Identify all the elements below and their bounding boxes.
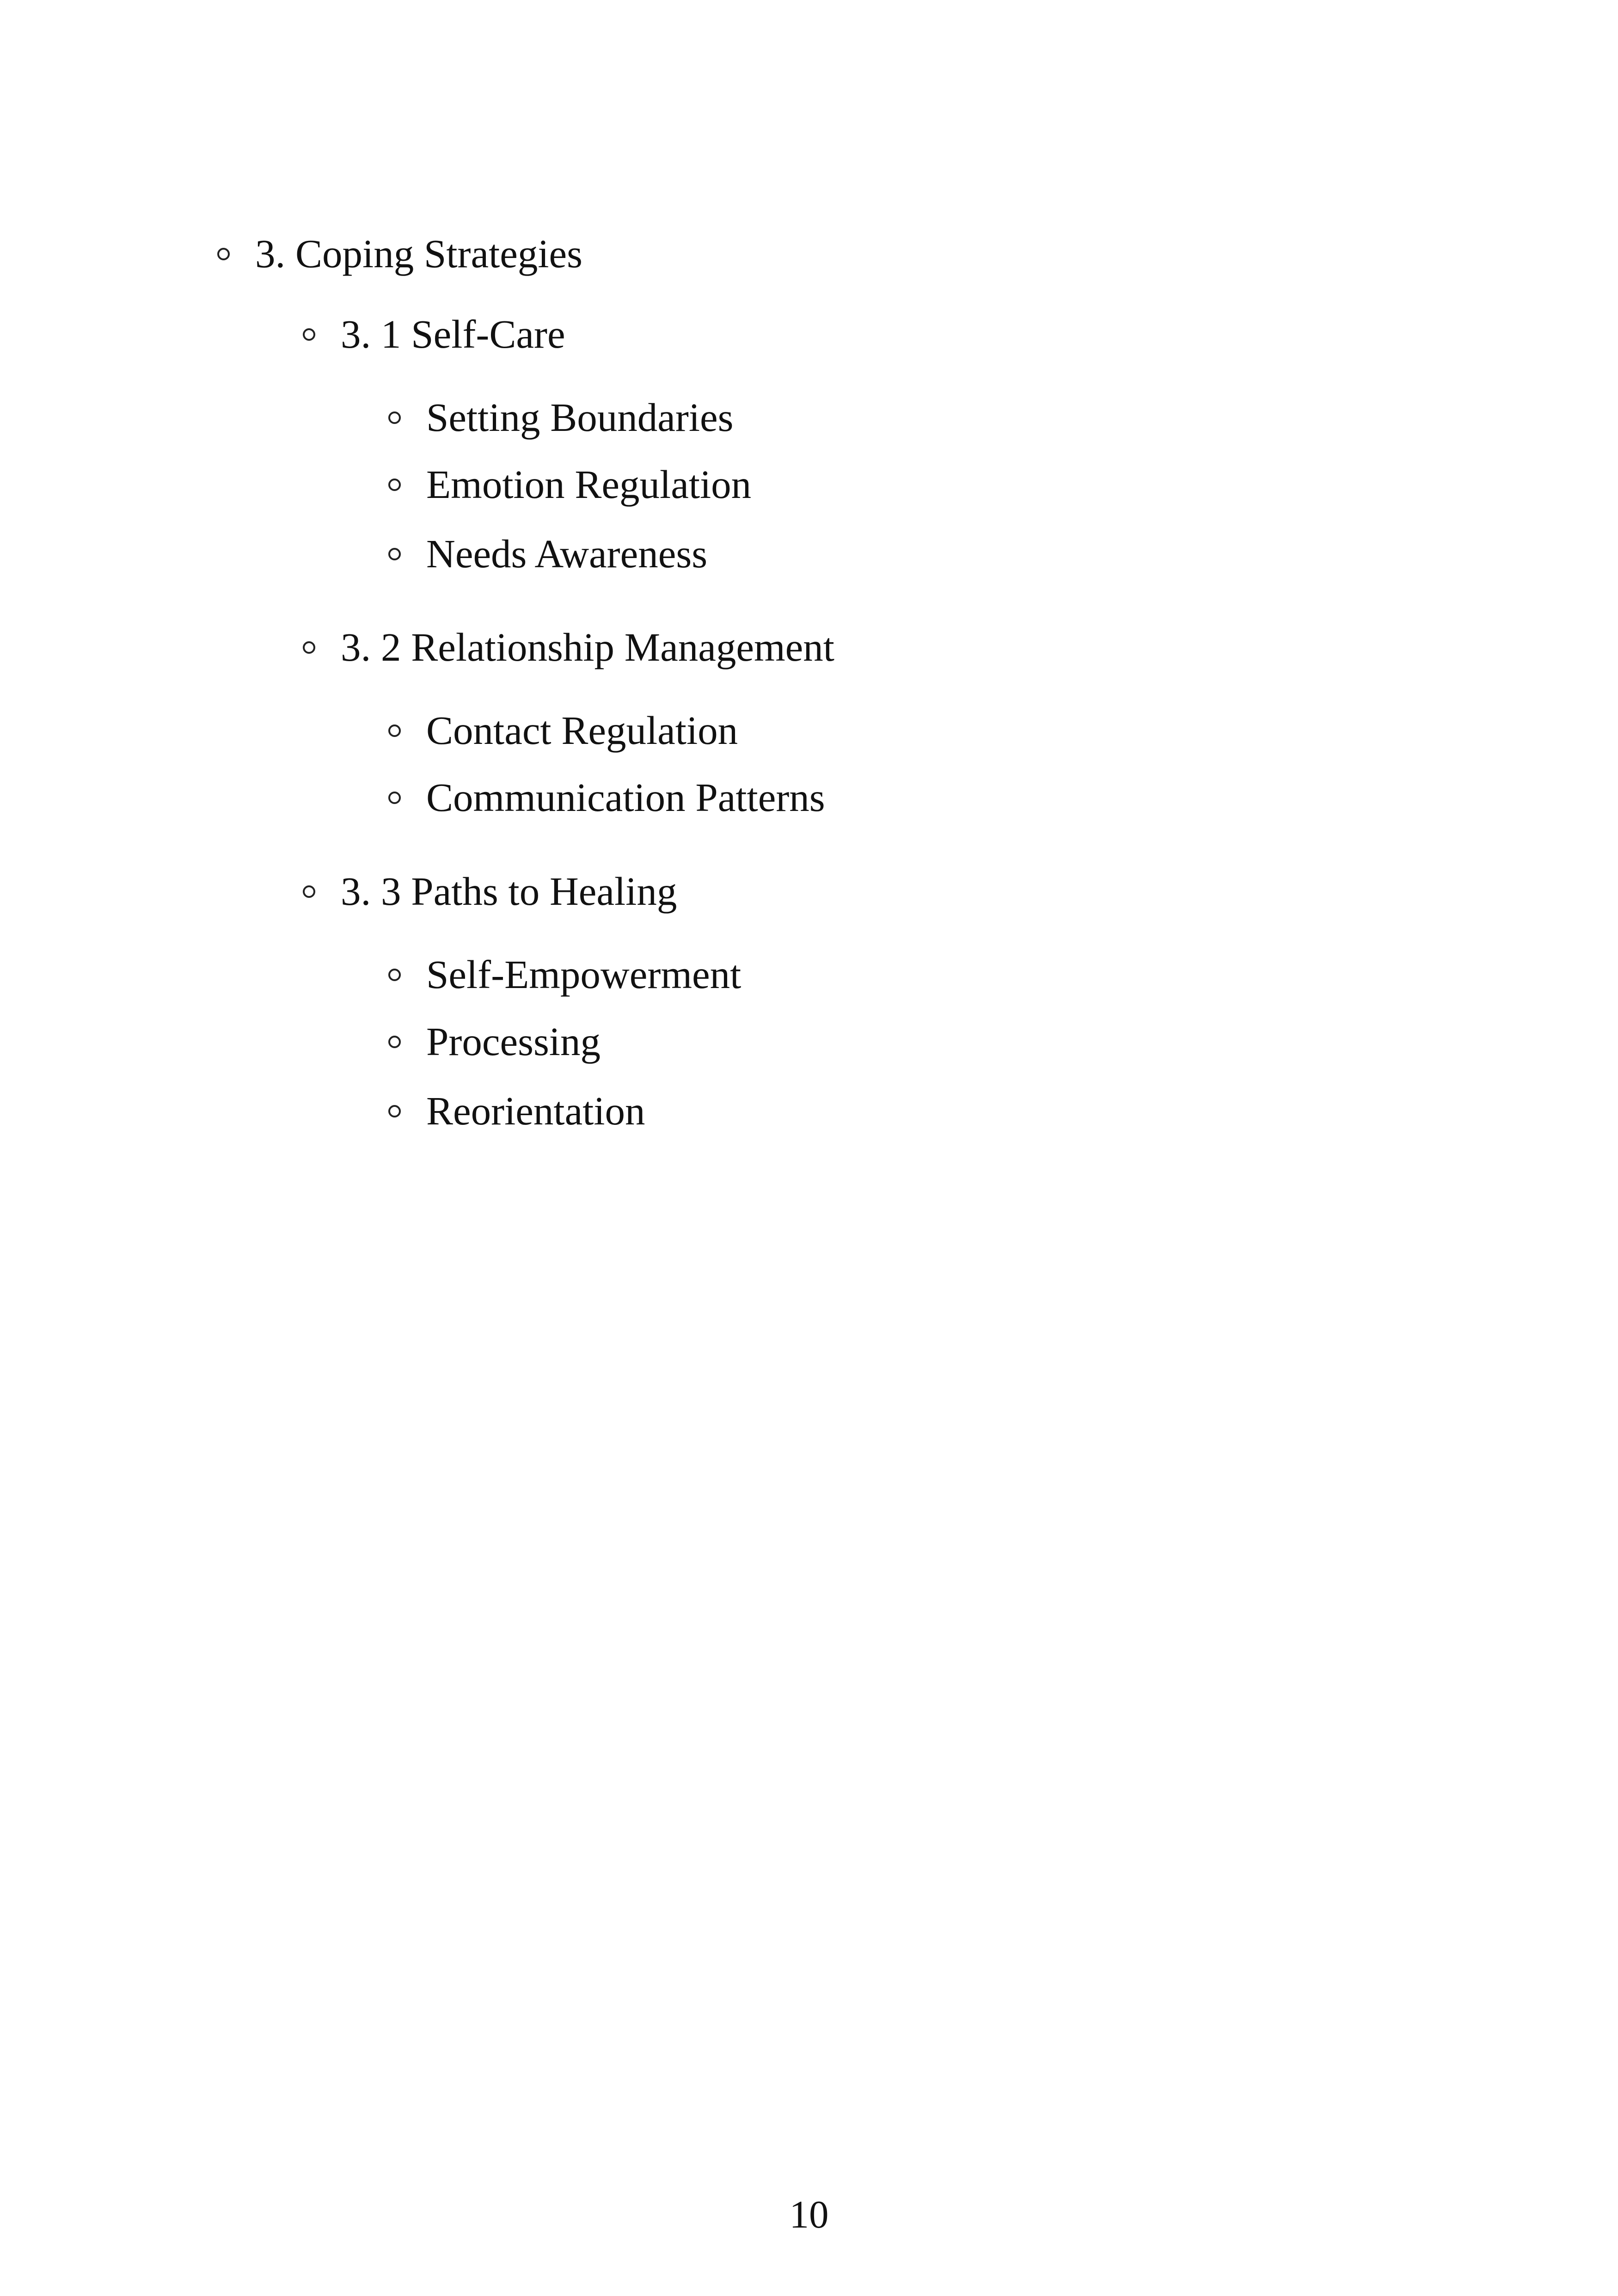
- circle-bullet-icon: [303, 328, 315, 341]
- circle-bullet-icon: [303, 641, 315, 654]
- circle-bullet-icon: [303, 885, 315, 898]
- item-label: Contact Regulation: [426, 708, 738, 753]
- item-label: Processing: [426, 1019, 601, 1064]
- outline-item: [388, 392, 734, 443]
- outline-item: [388, 1086, 645, 1136]
- item-label: Needs Awareness: [426, 531, 708, 576]
- circle-bullet-icon: [388, 792, 401, 804]
- item-label: Emotion Regulation: [426, 462, 752, 507]
- section-title: 3. Coping Strategies: [255, 231, 583, 276]
- subsection-title: 3. 3 Paths to Healing: [341, 869, 677, 914]
- subsection-title: 3. 1 Self-Care: [341, 312, 565, 356]
- outline-item: [388, 949, 741, 1000]
- outline-subsection: [303, 866, 677, 917]
- circle-bullet-icon: [388, 411, 401, 424]
- item-label: Reorientation: [426, 1088, 645, 1133]
- circle-bullet-icon: [388, 724, 401, 737]
- outline-subsection: [303, 309, 565, 360]
- item-label: Setting Boundaries: [426, 395, 734, 440]
- outline-subsection: [303, 622, 834, 673]
- outline-item: [388, 772, 825, 823]
- circle-bullet-icon: [388, 1105, 401, 1117]
- outline-item: [388, 705, 738, 756]
- page-number: 10: [789, 2193, 829, 2236]
- circle-bullet-icon: [388, 548, 401, 560]
- outline-item: [388, 459, 751, 510]
- item-label: Self-Empowerment: [426, 952, 742, 997]
- circle-bullet-icon: [388, 479, 401, 491]
- circle-bullet-icon: [217, 248, 230, 260]
- circle-bullet-icon: [388, 1036, 401, 1048]
- circle-bullet-icon: [388, 969, 401, 981]
- outline-item: [388, 528, 707, 579]
- subsection-title: 3. 2 Relationship Management: [341, 625, 834, 669]
- outline-section: [217, 228, 582, 279]
- item-label: Communication Patterns: [426, 775, 825, 820]
- outline-item: [388, 1016, 601, 1067]
